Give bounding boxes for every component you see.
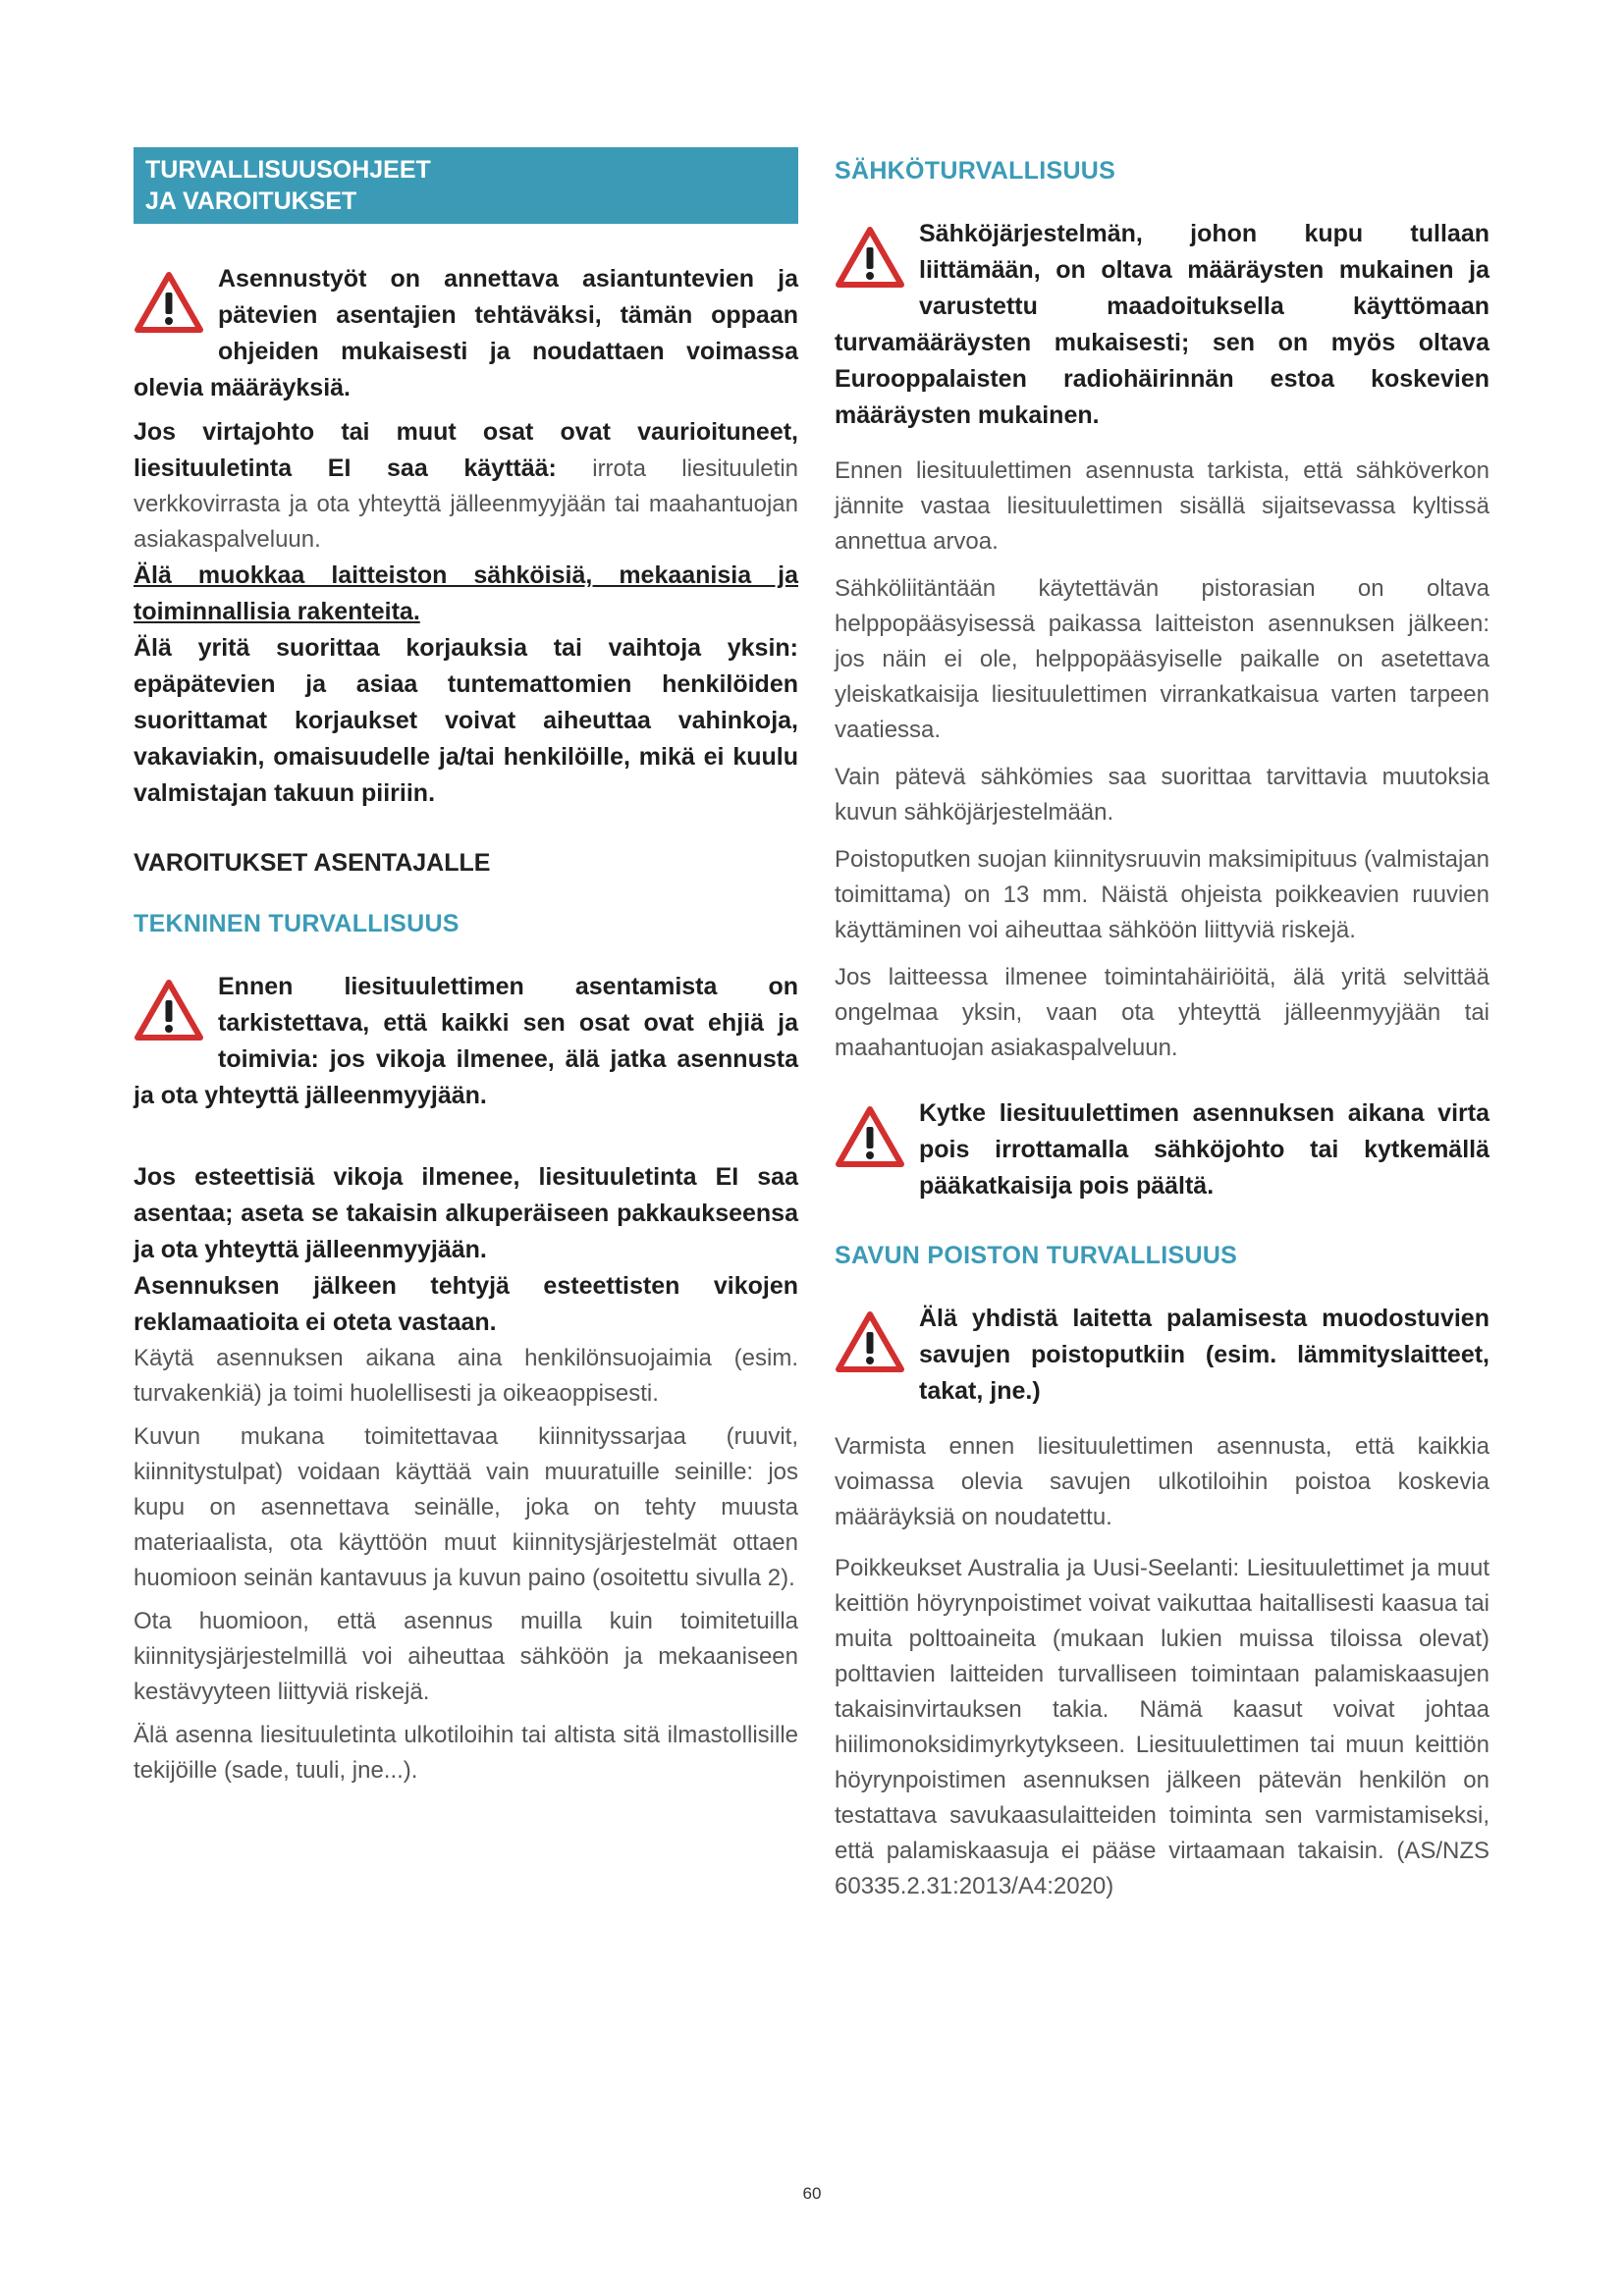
malfunction-paragraph: Jos laitteessa ilmenee toimintahäiriöitä, älä yritä selvittää ongelmaa yksin, vaan ota yhteyttä jälleenmyyjään tai maahantuojan asiakaspalveluun. — [835, 964, 1489, 1061]
banner-title-line1: TURVALLISUUSOHJEET — [145, 156, 431, 184]
socket-access-paragraph: Sähköliitäntään käytettävän pistorasian on oltava helppopääsyisessä paikassa laitteiston asennuksen jälkeen: jos näin ei ole, helppopääsyiselle paikalle on asetettava yleiskatkaisija liesituulettimen virrankatkaisua varten tarpeen vaatiessa. — [835, 575, 1489, 743]
voltage-check-paragraph: Ennen liesituulettimen asennusta tarkista, että sähköverkon jännite vastaa liesituulettimen sisällä sijaitsevassa kyltissä annettua arvoa. — [835, 457, 1489, 555]
warning-text: Kytke liesituulettimen asennuksen aikana virta pois irrottamalla sähköjohto tai kytkemällä pääkatkaisija pois päältä. — [919, 1099, 1489, 1200]
warning-text: Ennen liesituulettimen asentamista on tarkistettava, että kaikki sen osat ovat ehjiä ja toimivia: jos vikoja ilmenee, älä jatka asennusta ja ota yhteyttä jälleenmyyjään. — [134, 973, 798, 1109]
screw-length-paragraph: Poistoputken suojan kiinnitysruuvin maksimipituus (valmistajan toimittama) on 13 mm. Näistä ohjeista poikkeavien ruuvien käyttäminen voi aiheuttaa sähköön liittyviä riskejä. — [835, 846, 1489, 943]
fixing-risk-paragraph: Ota huomioon, että asennus muilla kuin toimitetuilla kiinnitysjärjestelmillä voi aiheuttaa sähköön ja mekaaniseen kestävyyteen liittyviä riskejä. — [134, 1608, 798, 1705]
damaged-cord-light: irrota liesituuletin verkkovirrasta ja ota yhteyttä jälleenmyyjään tai maahantuojan asiakaspalveluun. — [134, 455, 799, 553]
no-self-repair-paragraph: Älä yritä suorittaa korjauksia tai vaihtoja yksin: epäpätevien ja asiaa tuntemattomien henkilöiden suorittamat korjaukset voivat aiheuttaa vahinkoja, vakaviakin, omaisuudelle ja/tai henkilöille, mikä ei kuulu valmistajan takuun piiriin. — [134, 634, 798, 807]
protective-equipment-paragraph: Käytä asennuksen aikana aina henkilönsuojaimia (esim. turvakenkiä) ja toimi huolellisesti ja oikeaoppisesti. — [134, 1345, 798, 1407]
outdoor-install-paragraph: Älä asenna liesituuletinta ulkotiloihin tai altista sitä ilmastollisille tekijöille (sade, tuuli, jne...). — [134, 1722, 798, 1784]
warning-text: Asennustyöt on annettava asiantuntevien ja pätevien asentajien tehtäväksi, tämän oppaan ohjeiden mukaisesti ja noudattaen voimassa olevia määräyksiä. — [134, 265, 798, 401]
australia-nz-exception-paragraph: Poikkeukset Australia ja Uusi-Seelanti: Liesituulettimet ja muut keittiön höyrynpoistimet voivat vaikuttaa haitallisesti kaasua tai muita polttoaineita (mukaan lukien muissa tiloissa olevat) polttavien laitteiden turvalliseen toimintaan palamiskaasujen takaisinvirtauksen takia. Nämä kaasut voivat johtaa hiilimonoksidimyrkytykseen. Liesituulettimen tai muun keittiön höyrynpoistimen asennuksen jälkeen pätevän henkilön on testattava savukaasulaitteiden toiminta sen varmistamiseksi, että palamiskaasuja ei pääse virtaamaan takaisin. (AS/NZS 60335.2.31:2013/A4:2020) — [835, 1555, 1489, 1899]
warning-triangle-icon — [134, 979, 208, 1043]
warning-power-off — [835, 1095, 1489, 1204]
warning-electrical-system — [835, 216, 1489, 434]
warning-installation-experts — [134, 261, 798, 406]
electrical-safety-heading: SÄHKÖTURVALLISUUS — [835, 157, 1116, 185]
warning-text: Älä yhdistä laitetta palamisesta muodostuvien savujen poistoputkiin (esim. lämmityslaitteet, takat, jne.) — [919, 1305, 1489, 1405]
warning-check-parts — [134, 969, 798, 1114]
no-modification-paragraph: Älä muokkaa laitteiston sähköisiä, mekaanisia ja toiminnallisia rakenteita. — [134, 561, 798, 625]
no-claims-paragraph: Asennuksen jälkeen tehtyjä esteettisten vikojen reklamaatioita ei oteta vastaan. — [134, 1272, 798, 1336]
smoke-safety-heading: SAVUN POISTON TURVALLISUUS — [835, 1242, 1238, 1269]
damaged-cord-bold: Jos virtajohto tai muut osat ovat vaurioituneet, liesituuletinta EI saa käyttää: — [134, 418, 798, 482]
aesthetic-defects-paragraph: Jos esteettisiä vikoja ilmenee, liesituuletinta EI saa asentaa; aseta se takaisin alkuperäiseen pakkaukseensa ja ota yhteyttä jälleenmyyjään. — [134, 1163, 798, 1263]
warning-text: Sähköjärjestelmän, johon kupu tullaan liittämään, on oltava määräysten mukainen ja varustettu maadoituksella käyttömaan turvamääräysten mukaisesti; sen on myös oltava Eurooppalaisten radiohäirinnän estoa koskevien määräysten mukainen. — [835, 220, 1489, 429]
page-number: 60 — [802, 2184, 822, 2203]
warning-flue-connection — [835, 1301, 1489, 1410]
fixing-kit-paragraph: Kuvun mukana toimitettavaa kiinnityssarjaa (ruuvit, kiinnitystulpat) voidaan käyttää vain muuratuille seinille: jos kupu on asennettava seinälle, joka on tehty muusta materiaalista, ota käyttöön muut kiinnitysjärjestelmät ottaen huomioon seinän kantavuus ja kuvun paino (osoitettu sivulla 2). — [134, 1423, 798, 1591]
right-column — [835, 147, 1489, 1904]
smoke-regulations-paragraph: Varmista ennen liesituulettimen asennusta, että kaikkia voimassa olevia savujen ulkotiloihin poistoa koskevia määräyksiä on noudatettu. — [835, 1433, 1489, 1530]
installer-warnings-heading: VAROITUKSET ASENTAJALLE — [134, 849, 491, 877]
warning-triangle-icon — [835, 226, 909, 291]
warning-triangle-icon — [835, 1310, 909, 1375]
section-banner — [134, 147, 798, 224]
technical-safety-heading: TEKNINEN TURVALLISUUS — [134, 910, 460, 937]
warning-triangle-icon — [835, 1105, 909, 1170]
left-column — [134, 147, 798, 1789]
qualified-electrician-paragraph: Vain pätevä sähkömies saa suorittaa tarvittavia muutoksia kuvun sähköjärjestelmään. — [835, 764, 1489, 826]
banner-title-line2: JA VAROITUKSET — [145, 187, 357, 215]
warning-triangle-icon — [134, 271, 208, 336]
damaged-cord-paragraph — [134, 414, 798, 558]
